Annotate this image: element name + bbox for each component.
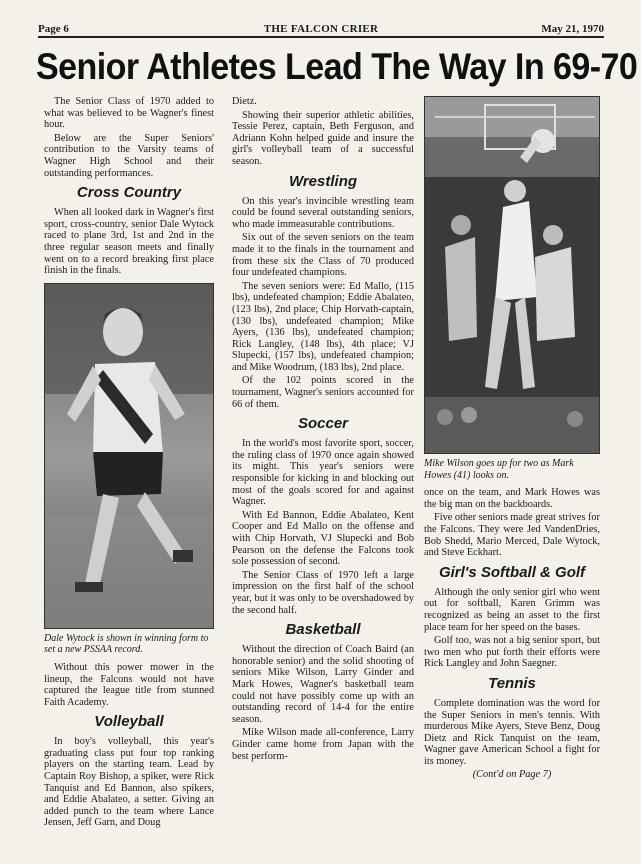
basketball-photo-caption: Mike Wilson goes up for two as Mark Howes (41) looks on. <box>424 458 574 481</box>
intro-paragraph: The Senior Class of 1970 added to what was believed to be Wagner's finest hour. <box>44 96 214 131</box>
tennis-paragraph: Complete domination was the word for the Super Seniors in men's tennis. With murderous Mike Ayers, Steve Benz, Doug Dietz and Rick Tanquist on the team, Wagner gave American School a fight for its money. <box>424 697 600 767</box>
basketball-paragraph: Five other seniors made great strives for the Falcons. They were Jed VandenDries, Bob Shedd, Mario Merced, Dale Wytock, and Steve Eckhart. <box>424 512 600 559</box>
runner-photo-caption: Dale Wytock is shown in winning form to set a new PSSAA record. <box>44 632 209 656</box>
cross-country-paragraph: Without this power mower in the lineup, the Falcons would not have captured the league title from stunned Faith Academy. <box>44 661 214 708</box>
softball-golf-paragraph: Although the only senior girl who went out for softball, Karen Grimm was recognized as being an asset to the first place team for her speed on the bases. <box>424 586 600 633</box>
issue-date: May 21, 1970 <box>541 23 604 35</box>
wrestling-paragraph: The seven seniors were: Ed Mallo, (115 lbs), undefeated champion; Eddie Abalateo, (123 lbs), 2nd place; Chip Horvath-captain, (130 lbs), undefeated champion; Mike Ayers, (136 lbs), undefeated champion; Rick Langley, (148 lbs), 4th place; VJ Slupecki, (157 lbs), undefeated champion; and Mike Woodrum, (183 lbs), 2nd place. <box>232 280 414 373</box>
column-2 <box>232 96 414 764</box>
continued-note: (Cont'd on Page 7) <box>472 769 552 781</box>
cross-country-paragraph: When all looked dark in Wagner's first sport, cross-country, senior Dale Wytock raced to plane 3rd, 1st and 2nd in the three regular season meets and finally went on to a record breaking first place finish in the finals. <box>44 207 214 277</box>
softball-golf-heading: Girl's Softball & Golf <box>438 563 586 581</box>
soccer-paragraph: With Ed Bannon, Eddie Abalateo, Kent Cooper and Ed Mallo on the offense and with Chip Horvath, VJ Slupecki and Bob Pearson on the defense the Falcons took sole possession of second. <box>232 509 414 568</box>
column-3 <box>424 96 600 781</box>
masthead <box>38 22 604 38</box>
wrestling-heading: Wrestling <box>288 172 358 190</box>
intro-paragraph: Below are the Super Seniors' contribution to the Varsity teams of Wagner High School and their outstanding performances. <box>44 132 214 179</box>
page-headline: Senior Athletes Lead The Way In 69-70 <box>36 46 638 87</box>
runner-photo <box>44 283 214 629</box>
volleyball-paragraph: Showing their superior athletic abilities, Tessie Perez, captain, Beth Ferguson, and Adriann Kohn helped guide and insure the girl's volleyball team of a successful season. <box>232 109 414 167</box>
runner-photo-image <box>45 284 214 629</box>
volleyball-paragraph: Dietz. <box>232 96 257 107</box>
wrestling-paragraph: Six out of the seven seniors on the team made it to the finals in the tournament and from these six the Class of 70 produced four undefeated champions. <box>232 232 414 279</box>
soccer-paragraph: The Senior Class of 1970 left a large impression on the first half of the school year, but it was only to be overshadowed by the second half. <box>232 569 414 616</box>
column-1 <box>44 96 214 831</box>
softball-golf-paragraph: Golf too, was not a big senior sport, but two men who put forth their efforts were Rick Langley and John Saegner. <box>424 635 600 670</box>
soccer-paragraph: In the world's most favorite sport, soccer, the ruling class of 1970 once again showed its might. This year's seniors were responsible for kicking in and blocking out most of the goals scored for and against Wagner. <box>232 438 414 508</box>
volleyball-paragraph: In boy's volleyball, this year's graduating class put four top ranking players on the starting team. Lead by Captain Roy Bishop, a spiker, were Rick Tanquist and Ed Bannon, also spikers, and Eddie Abalateo, a setter. Giving an added punch to the team where Lance Jensen, Jeff Garn, and Doug <box>44 736 214 829</box>
basketball-paragraph: Mike Wilson made all-conference, Larry Ginder came home from Japan with the best perform- <box>232 727 414 762</box>
page-number: Page 6 <box>38 23 69 35</box>
wrestling-paragraph: On this year's invincible wrestling team could be found several outstanding seniors, who made immeasurable contributions. <box>232 195 414 230</box>
paper-name: THE FALCON CRIER <box>263 23 379 35</box>
cross-country-heading: Cross Country <box>76 184 182 202</box>
basketball-paragraph: Without the direction of Coach Baird (an honorable senior) and the solid shooting of seniors Mike Wilson, Larry Ginder and Mark Howes, Wagner's basketball team could not have possibly come up with an outstanding record of 14-4 for the entire season. <box>232 644 414 725</box>
wrestling-paragraph: Of the 102 points scored in the tournament, Wagner's seniors accounted for 66 of them. <box>232 375 414 410</box>
tennis-heading: Tennis <box>488 674 536 692</box>
basketball-heading: Basketball <box>285 621 361 639</box>
basketball-photo <box>424 96 600 454</box>
basketball-photo-image <box>425 97 600 454</box>
basketball-paragraph: once on the team, and Mark Howes was the big man on the backboards. <box>424 487 600 510</box>
volleyball-heading: Volleyball <box>94 713 164 731</box>
soccer-heading: Soccer <box>297 415 349 433</box>
